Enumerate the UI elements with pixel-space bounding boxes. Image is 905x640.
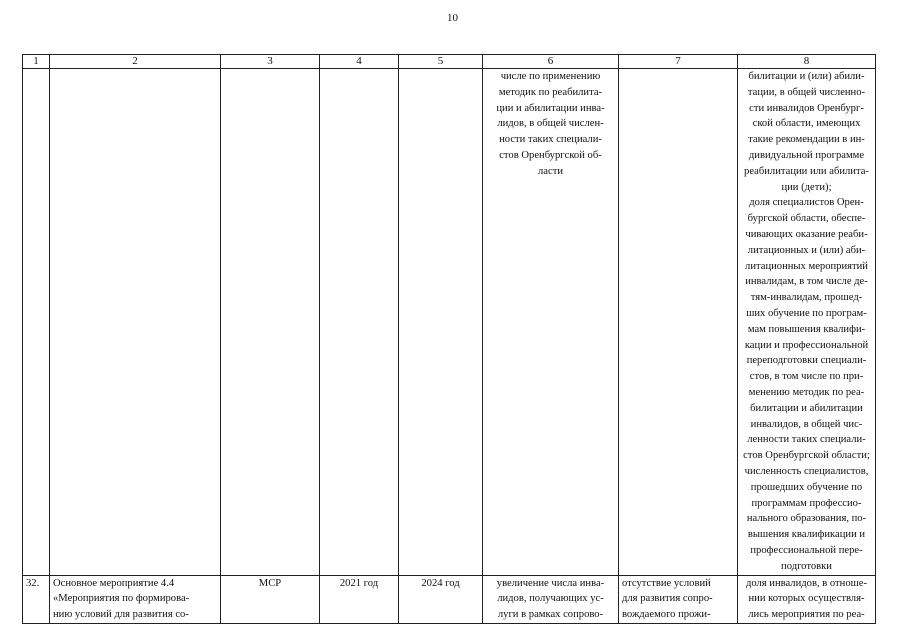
table-row-32 bbox=[23, 575, 876, 623]
header-col-2: 2 bbox=[50, 55, 221, 69]
header-col-4: 4 bbox=[320, 55, 399, 69]
header-col-6: 6 bbox=[483, 55, 619, 69]
cell-number: 32. bbox=[23, 575, 50, 623]
cell-executor: МСР bbox=[221, 575, 320, 623]
cell-end: 2024 год bbox=[399, 575, 483, 623]
table-row-continued bbox=[23, 69, 876, 576]
cell-expected-result: увеличение числа инва- лидов, получающих ус- луги в рамках сопрово- bbox=[483, 575, 619, 623]
page-number: 10 bbox=[447, 12, 458, 24]
cell-start: 2021 год bbox=[320, 575, 399, 623]
cell-expected-result: числе по применению методик по реабилита- ции и абилитации инва- лидов, в общей числен- ности таких специали- стов Оренбургской об- ласти bbox=[483, 69, 619, 576]
header-col-1: 1 bbox=[23, 55, 50, 69]
header-col-5: 5 bbox=[399, 55, 483, 69]
cell-executor bbox=[221, 69, 320, 576]
cell-indicators: билитации и (или) абили- тации, в общей численно- сти инвалидов Оренбург- ской области, имеющих такие рекомендации в ин- дивидуальной программе реабилитации или абилита- ции (дети); доля специалистов Орен- бургской области, обеспе- чивающих оказание реаби- литационных и (или) аби- литационных мероприятий инвалидам, в том числе де- тям-инвалидам, прошед- ших обучение по програм- мам повышения квалифи- кации и профессиональной переподготовки специали- стов, в том числе по при- менению методик по реа- билитации и абилитации инвалидов, в общей чис- ленности таких специали- стов Оренбургской области; численность специалистов, прошедших обучение по программам профессио- нального образования, по- вышения квалификации и профессиональной пере- подготовки bbox=[738, 69, 876, 576]
cell-activity: Основное мероприятие 4.4 «Мероприятия по формирова- нию условий для развития со- bbox=[50, 575, 221, 623]
cell-consequences bbox=[619, 69, 738, 576]
column-number-row bbox=[23, 55, 876, 69]
header-col-3: 3 bbox=[221, 55, 320, 69]
cell-consequences: отсутствие условий для развития сопро- вождаемого прожи- bbox=[619, 575, 738, 623]
header-col-8: 8 bbox=[738, 55, 876, 69]
cell-start bbox=[320, 69, 399, 576]
cell-indicators: доля инвалидов, в отноше- нии которых осуществля- лись мероприятия по реа- bbox=[738, 575, 876, 623]
cell-number bbox=[23, 69, 50, 576]
cell-activity bbox=[50, 69, 221, 576]
cell-end bbox=[399, 69, 483, 576]
program-table bbox=[22, 54, 876, 624]
header-col-7: 7 bbox=[619, 55, 738, 69]
